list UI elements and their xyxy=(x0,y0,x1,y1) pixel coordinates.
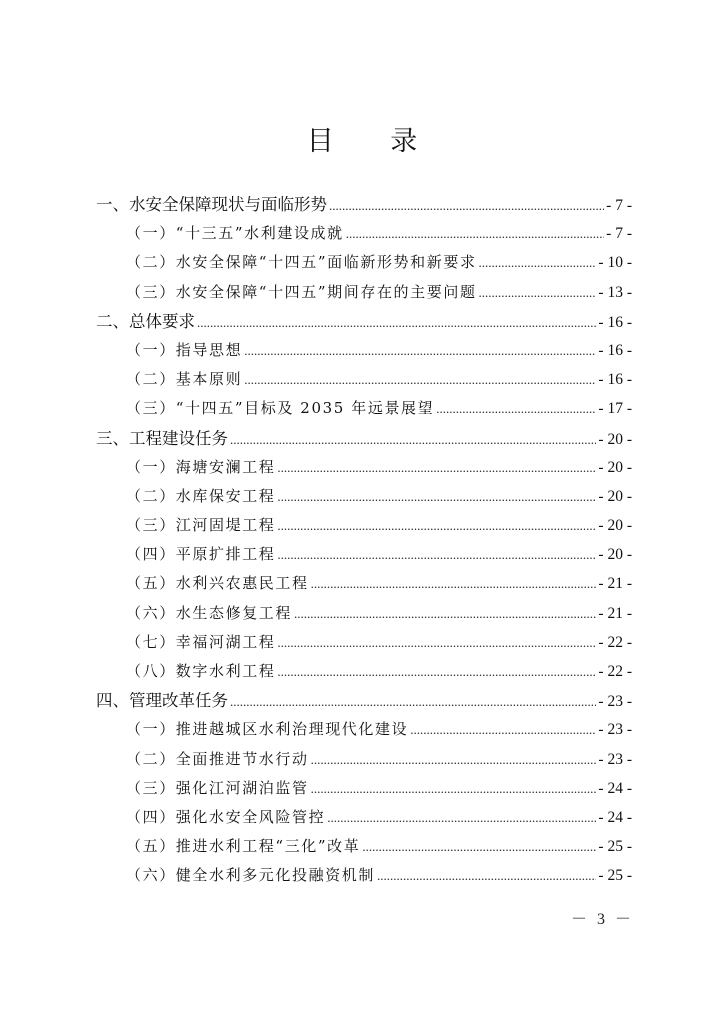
toc-entry-page: - 21 - xyxy=(598,575,632,593)
toc-dot-leader xyxy=(197,308,596,337)
toc-subsection-entry[interactable] xyxy=(96,745,632,774)
toc-entry-page: - 7 - xyxy=(606,225,632,243)
toc-entry-page: - 20 - xyxy=(598,458,632,476)
toc-entry-label: 二、总体要求 xyxy=(96,311,195,331)
toc-dot-leader xyxy=(277,540,596,569)
toc-entry-label: （一）推进越城区水利治理现代化建设 xyxy=(126,720,409,739)
toc-entry-page: - 23 - xyxy=(598,750,632,768)
toc-entry-label: （六）健全水利多元化投融资机制 xyxy=(126,866,376,885)
toc-entry-label: 一、水安全保障现状与面临形势 xyxy=(96,195,327,214)
toc-dot-leader xyxy=(230,687,596,716)
toc-entry-page: - 16 - xyxy=(598,371,632,389)
toc-subsection-entry[interactable] xyxy=(96,511,632,540)
toc-entry-label: （三）水安全保障“十四五”期间存在的主要问题 xyxy=(126,282,477,301)
toc-dot-leader xyxy=(294,599,596,628)
toc-subsection-entry[interactable] xyxy=(96,861,632,890)
toc-dot-leader xyxy=(410,715,596,744)
toc-subsection-entry[interactable] xyxy=(96,832,632,861)
toc-dot-leader xyxy=(479,278,597,307)
toc-dot-leader xyxy=(277,453,596,482)
toc-dot-leader xyxy=(377,861,596,890)
toc-dot-leader xyxy=(311,569,597,598)
toc-entry-page: - 20 - xyxy=(598,546,632,564)
toc-entry-page: - 24 - xyxy=(598,808,632,826)
toc-entry-label: （一）“十三五”水利建设成就 xyxy=(126,224,344,243)
toc-entry-label: （三）强化江河湖泊监管 xyxy=(126,778,309,797)
toc-subsection-entry[interactable] xyxy=(96,453,632,482)
toc-entry-page: - 23 - xyxy=(598,693,632,711)
toc-subsection-entry[interactable] xyxy=(96,599,632,628)
toc-dot-leader xyxy=(244,365,596,394)
toc-dot-leader xyxy=(277,511,596,540)
toc-subsection-entry[interactable] xyxy=(96,365,632,394)
toc-entry-page: - 20 - xyxy=(598,517,632,535)
toc-entry-page: - 23 - xyxy=(598,721,632,739)
toc-entry-page: - 20 - xyxy=(598,430,632,448)
toc-entry-label: （二）全面推进节水行动 xyxy=(126,749,309,768)
toc-entry-label: （六）水生态修复工程 xyxy=(126,603,293,622)
toc-entry-label: （一）指导思想 xyxy=(126,340,243,359)
toc-dot-leader xyxy=(277,628,596,657)
page-title: 目 录 xyxy=(306,126,442,157)
toc-entry-page: - 17 - xyxy=(598,400,632,418)
toc-dot-leader xyxy=(346,219,604,248)
toc-entry-label: （二）基本原则 xyxy=(126,370,243,389)
toc-entry-label: 三、工程建设任务 xyxy=(96,428,228,448)
table-of-contents xyxy=(96,190,632,891)
toc-subsection-entry[interactable] xyxy=(96,774,632,803)
toc-entry-page: - 13 - xyxy=(598,283,632,301)
toc-section-entry[interactable] xyxy=(96,424,632,453)
toc-entry-label: （二）水安全保障“十四五”面临新形势和新要求 xyxy=(126,253,477,272)
toc-entry-label: （四）强化水安全风险管控 xyxy=(126,807,326,826)
toc-entry-page: - 22 - xyxy=(598,663,632,680)
toc-entry-label: （五）水利兴农惠民工程 xyxy=(126,574,309,593)
toc-subsection-entry[interactable] xyxy=(96,628,632,657)
toc-entry-label: （一）海塘安澜工程 xyxy=(126,457,276,476)
toc-entry-label: （七）幸福河湖工程 xyxy=(126,632,276,651)
toc-dot-leader xyxy=(277,482,596,511)
toc-section-entry[interactable] xyxy=(96,190,632,219)
toc-section-entry[interactable] xyxy=(96,307,632,336)
toc-entry-page: - 16 - xyxy=(598,341,632,359)
toc-subsection-entry[interactable] xyxy=(96,803,632,832)
toc-entry-page: - 20 - xyxy=(598,487,632,505)
toc-subsection-entry[interactable] xyxy=(96,482,632,511)
toc-entry-label: 四、管理改革任务 xyxy=(96,691,228,711)
toc-dot-leader xyxy=(311,745,597,774)
toc-subsection-entry[interactable] xyxy=(96,715,632,744)
toc-entry-label: （四）平原扩排工程 xyxy=(126,545,276,564)
toc-entry-page: - 10 - xyxy=(598,254,632,272)
toc-subsection-entry[interactable] xyxy=(96,569,632,598)
toc-dot-leader xyxy=(362,832,596,861)
toc-entry-page: - 24 - xyxy=(598,779,632,797)
toc-entry-page: - 22 - xyxy=(598,633,632,651)
toc-entry-page: - 25 - xyxy=(598,838,632,856)
toc-entry-label: （二）水库保安工程 xyxy=(126,486,276,505)
page-number: － 3 － xyxy=(570,911,634,928)
toc-subsection-entry[interactable] xyxy=(96,540,632,569)
toc-dot-leader xyxy=(436,394,596,423)
toc-dot-leader xyxy=(277,657,596,686)
toc-subsection-entry[interactable] xyxy=(96,394,632,423)
toc-entry-page: - 25 - xyxy=(598,867,632,885)
toc-subsection-entry[interactable] xyxy=(96,657,632,686)
toc-entry-label: （三）江河固堤工程 xyxy=(126,516,276,535)
toc-dot-leader xyxy=(244,336,596,365)
toc-subsection-entry[interactable] xyxy=(96,248,632,277)
toc-subsection-entry[interactable] xyxy=(96,336,632,365)
toc-dot-leader xyxy=(327,803,596,832)
toc-dot-leader xyxy=(329,191,604,220)
toc-entry-page: - 7 - xyxy=(606,197,632,214)
toc-dot-leader xyxy=(230,425,596,454)
toc-entry-label: （五）推进水利工程“三化”改革 xyxy=(126,837,361,856)
toc-subsection-entry[interactable] xyxy=(96,278,632,307)
toc-subsection-entry[interactable] xyxy=(96,219,632,248)
toc-dot-leader xyxy=(479,248,597,277)
toc-section-entry[interactable] xyxy=(96,686,632,715)
toc-entry-page: - 16 - xyxy=(598,313,632,331)
toc-dot-leader xyxy=(311,774,597,803)
toc-entry-label: （八）数字水利工程 xyxy=(126,662,276,680)
toc-entry-label: （三）“十四五”目标及 2035 年远景展望 xyxy=(126,399,435,418)
toc-entry-page: - 21 - xyxy=(598,604,632,622)
